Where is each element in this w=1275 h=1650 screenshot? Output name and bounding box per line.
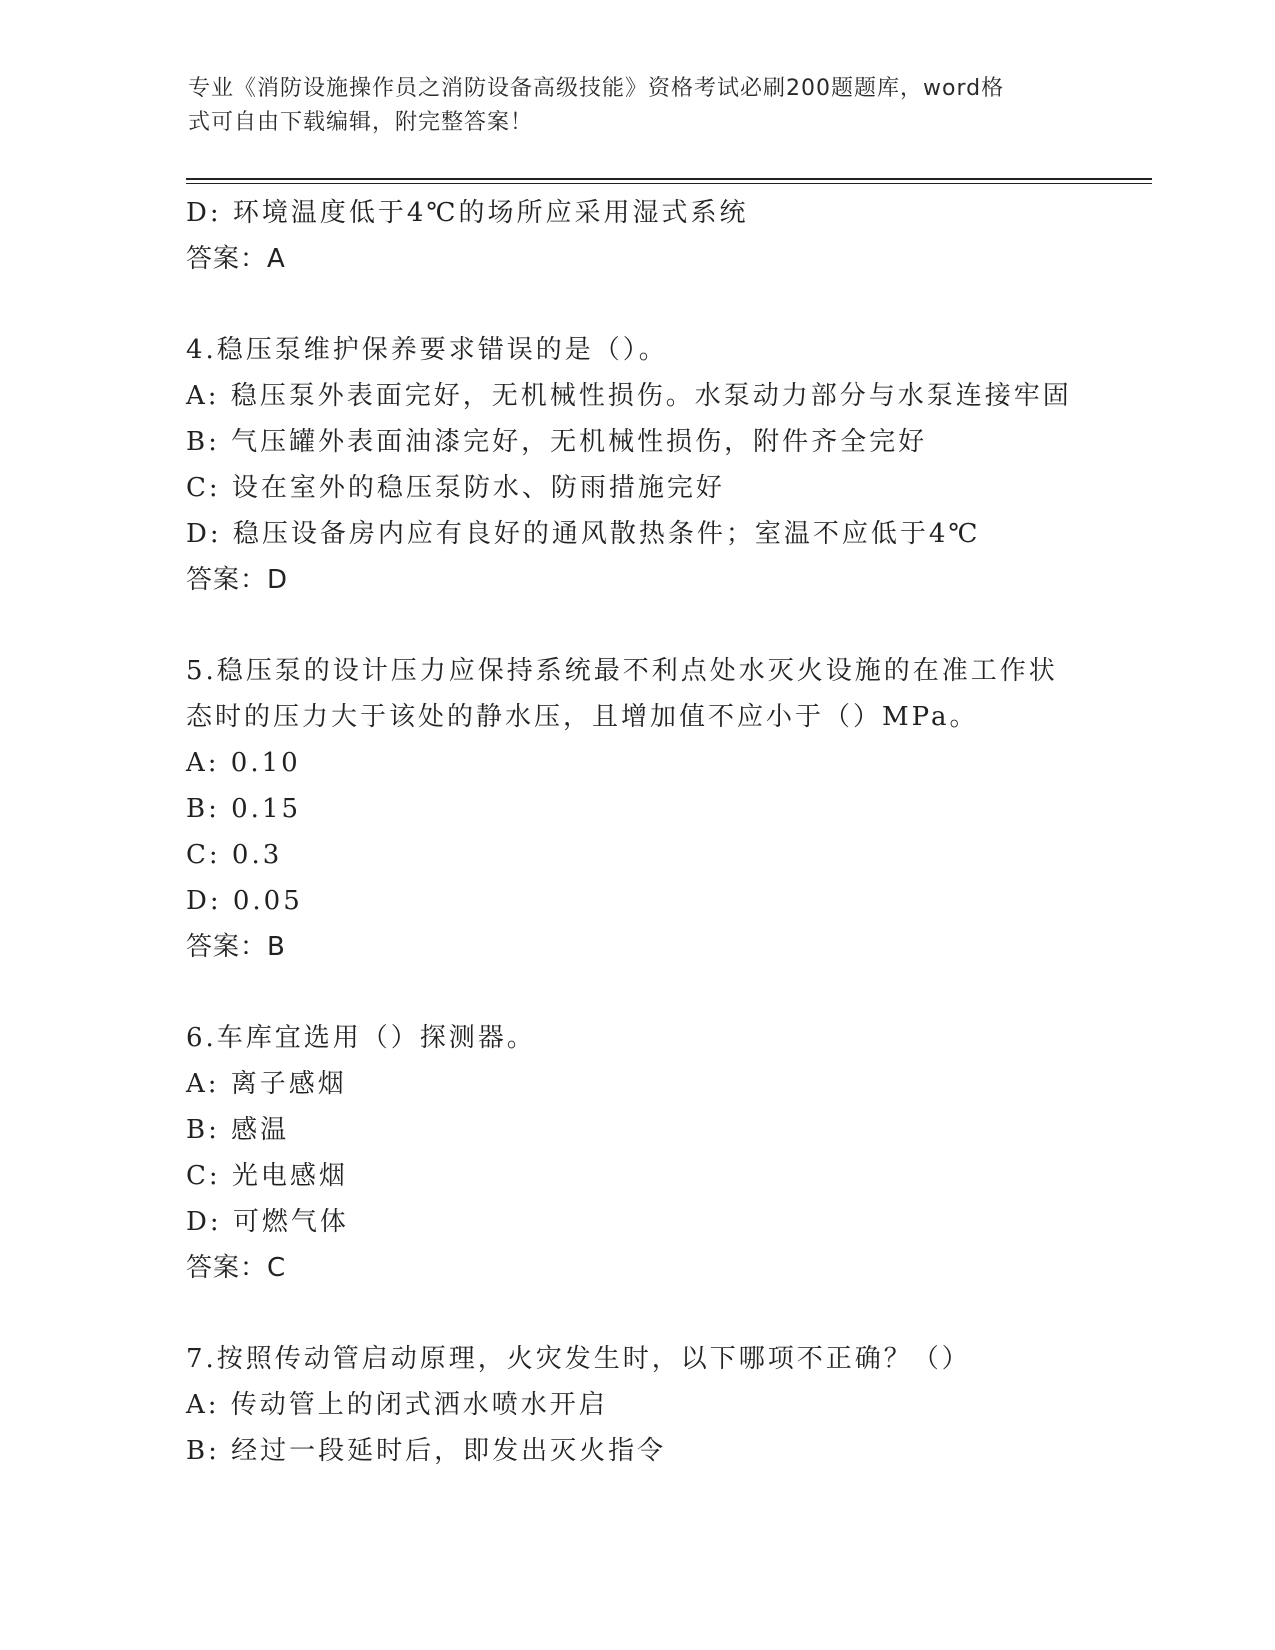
q4-answer: 答案：D — [186, 565, 289, 595]
header-divider-thick — [186, 178, 1152, 180]
q6-option-a: A: 离子感烟 — [186, 1069, 347, 1099]
q6-option-d: D: 可燃气体 — [186, 1207, 349, 1237]
q5-stem-line-2: 态时的压力大于该处的静水压，且增加值不应小于（）MPa。 — [186, 702, 979, 732]
q4-option-d: D: 稳压设备房内应有良好的通风散热条件；室温不应低于4℃ — [186, 519, 981, 549]
q5-option-a: A: 0.10 — [186, 748, 301, 778]
q5-stem-line-1: 5.稳压泵的设计压力应保持系统最不利点处水灭火设施的在准工作状 — [186, 656, 1058, 686]
question-list — [186, 190, 1086, 1474]
q3-answer: 答案：A — [186, 244, 286, 274]
q6-stem: 6.车库宜选用（）探测器。 — [186, 1023, 536, 1053]
q7-stem: 7.按照传动管启动原理，火灾发生时，以下哪项不正确？（） — [186, 1344, 971, 1374]
header-line-2: 式可自由下载编辑，附完整答案！ — [188, 110, 534, 135]
q4-stem: 4.稳压泵维护保养要求错误的是（）。 — [186, 335, 668, 365]
document-header — [188, 72, 1068, 140]
q5-option-c: C: 0.3 — [186, 840, 283, 870]
q5-option-b: B: 0.15 — [186, 794, 302, 824]
q4-option-a: A: 稳压泵外表面完好，无机械性损伤。水泵动力部分与水泵连接牢固 — [186, 381, 1072, 411]
header-line-1: 专业《消防设施操作员之消防设备高级技能》资格考试必刷200题题库，word格 — [188, 76, 1005, 101]
q6-option-c: C: 光电感烟 — [186, 1161, 348, 1191]
header-divider-thin — [186, 183, 1152, 184]
q5-option-d: D: 0.05 — [186, 886, 303, 916]
q7-option-b: B: 经过一段延时后，即发出灭火指令 — [186, 1436, 667, 1466]
q3-option-d: D: 环境温度低于4℃的场所应采用湿式系统 — [186, 198, 749, 228]
q6-option-b: B: 感温 — [186, 1115, 290, 1145]
q7-option-a: A: 传动管上的闭式洒水喷水开启 — [186, 1390, 608, 1420]
q5-answer: 答案：B — [186, 932, 286, 962]
q4-option-c: C: 设在室外的稳压泵防水、防雨措施完好 — [186, 473, 725, 503]
q4-option-b: B: 气压罐外表面油漆完好，无机械性损伤，附件齐全完好 — [186, 427, 928, 457]
q6-answer: 答案：C — [186, 1253, 287, 1283]
